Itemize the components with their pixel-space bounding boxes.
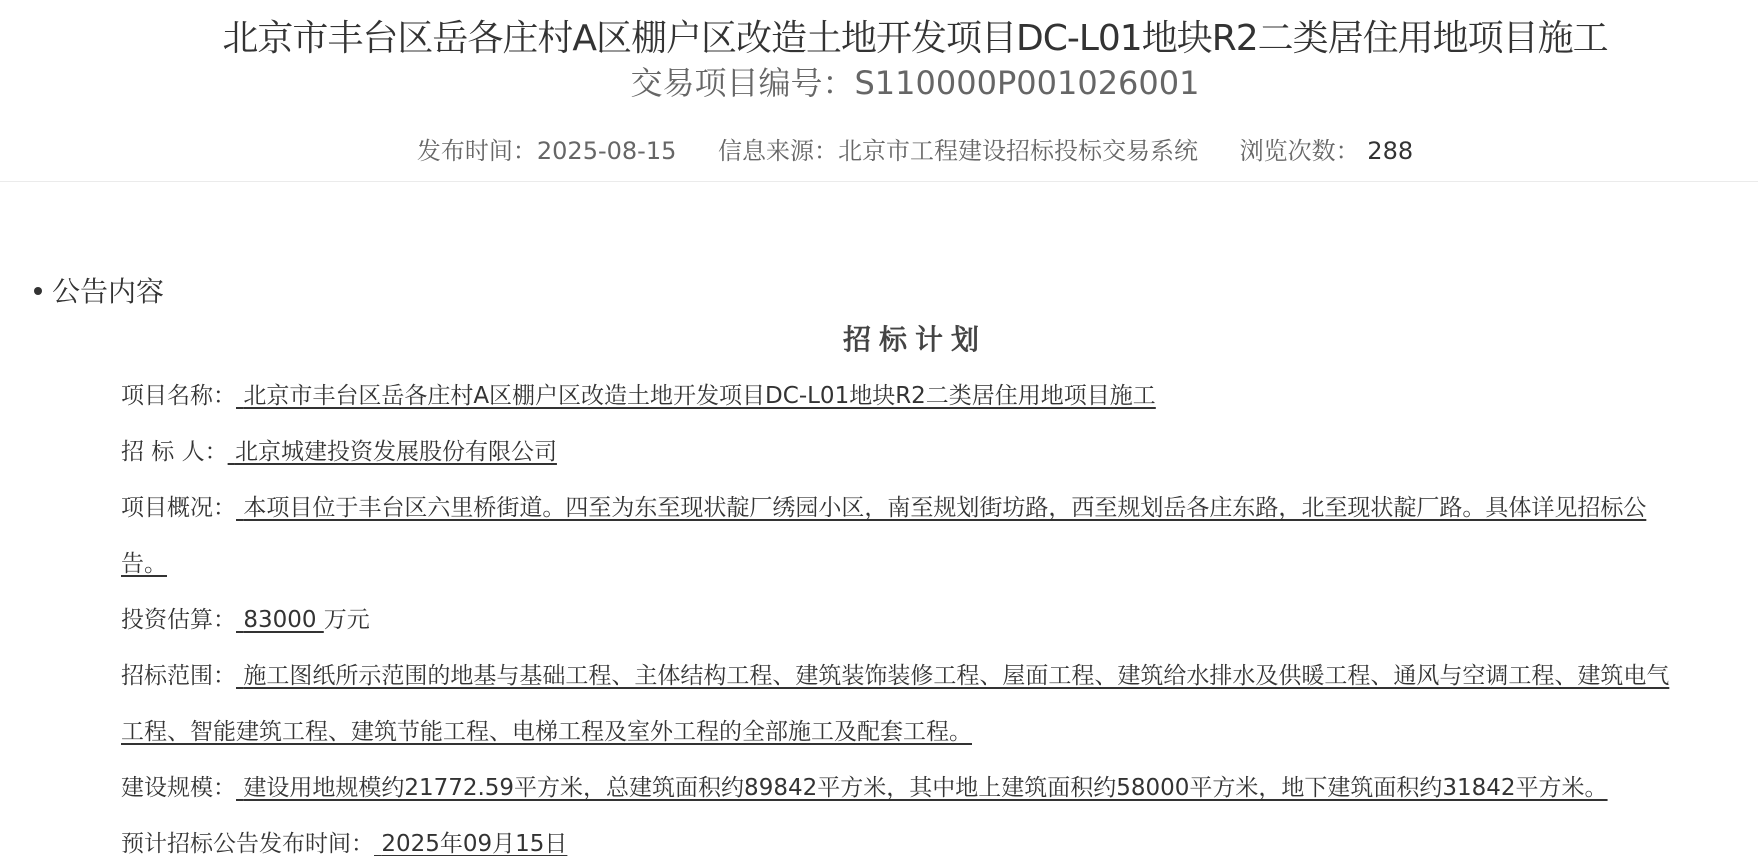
field-unit: 万元 <box>323 607 370 633</box>
document-title: 招标计划 <box>842 323 987 356</box>
field-label: 项目名称： <box>121 383 236 409</box>
field-project-overview <box>121 480 1691 592</box>
field-label: 招 标 人： <box>121 439 228 465</box>
field-value: 本项目位于丰台区六里桥街道。四至为东至现状靛厂绣园小区，南至规划街坊路，西至规划岳各庄东路，北至现状靛厂路。具体详见招标公告。 <box>121 495 1647 577</box>
view-count-label: 浏览次数： <box>1239 137 1360 165</box>
field-label: 投资估算： <box>121 607 236 633</box>
field-value: 施工图纸所示范围的地基与基础工程、主体结构工程、建筑装饰装修工程、屋面工程、建筑给水排水及供暖工程、通风与空调工程、建筑电气工程、智能建筑工程、建筑节能工程、电梯工程及室外工程的全部施工及配套工程。 <box>121 663 1670 745</box>
view-count-value: 288 <box>1367 137 1414 165</box>
info-source <box>718 137 1198 165</box>
field-construction-scale <box>121 760 1691 816</box>
bullet-icon <box>34 287 42 295</box>
info-source-label: 信息来源： <box>718 137 839 165</box>
field-value: 83000 <box>243 607 317 633</box>
field-value: 2025年09月15日 <box>381 831 568 856</box>
section-heading <box>34 272 164 312</box>
field-expected-publish-time <box>121 816 1691 856</box>
section-heading-label: 公告内容 <box>52 275 165 308</box>
field-value: 北京城建投资发展股份有限公司 <box>234 439 557 465</box>
field-label: 建设规模： <box>121 775 236 801</box>
info-source-value: 北京市工程建设招标投标交易系统 <box>838 137 1199 165</box>
view-count <box>1240 137 1413 165</box>
field-value: 建设用地规模约21772.59平方米，总建筑面积约89842平方米，其中地上建筑面积约58000平方米，地下建筑面积约31842平方米。 <box>243 775 1608 801</box>
header-divider <box>0 181 1758 182</box>
plan-fields <box>121 368 1691 856</box>
field-label: 招标范围： <box>121 663 236 689</box>
page-title: 北京市丰台区岳各庄村A区棚户区改造土地开发项目DC-L01地块R2二类居住用地项目施工 <box>222 18 1608 59</box>
field-investment-estimate <box>121 592 1691 648</box>
meta-info-bar <box>0 131 1758 171</box>
field-value: 北京市丰台区岳各庄村A区棚户区改造土地开发项目DC-L01地块R2二类居住用地项目施工 <box>243 383 1156 409</box>
trade-project-number: 交易项目编号：S110000P001026001 <box>630 64 1200 102</box>
field-project-name <box>121 368 1691 424</box>
publish-time-value: 2025-08-15 <box>536 137 677 165</box>
field-tenderer <box>121 424 1691 480</box>
field-tender-scope <box>121 648 1691 760</box>
field-label: 预计招标公告发布时间： <box>121 831 374 856</box>
field-label: 项目概况： <box>121 495 236 521</box>
publish-time <box>417 137 676 165</box>
publish-time-label: 发布时间： <box>416 137 537 165</box>
